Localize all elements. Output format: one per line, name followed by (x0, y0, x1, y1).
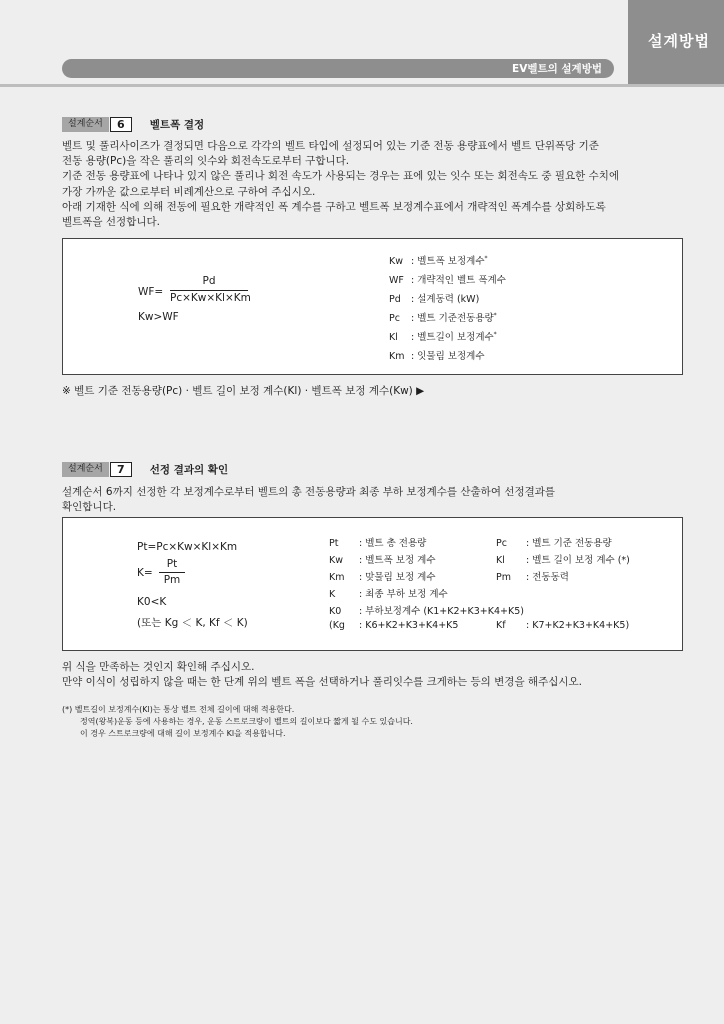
legend-symbol: Kw (329, 555, 343, 566)
k-denominator: Pm (163, 574, 181, 586)
step7-heading (62, 462, 228, 477)
paragraph-line: 확인합니다. (62, 501, 117, 514)
legend-item: K : 최종 부하 보정 계수 (329, 589, 448, 600)
paragraph-line: 만약 이식이 성립하지 않을 때는 한 단계 위의 벨트 폭을 선택하거나 풀리잇수를 크게하는 등의 변경을 해주십시오. (62, 676, 582, 689)
wf-denominator: Pc×Kw×Kl×Km (170, 292, 251, 304)
legend-item: Pd : 설계동력 (kW) (389, 294, 480, 305)
legend-symbol: Pd (389, 294, 401, 305)
legend-item: Pm : 전동동력 (496, 572, 569, 583)
k-lhs: K= (137, 567, 153, 579)
footnote-line: 정역(왕복)운동 등에 사용하는 경우, 운동 스트로크량이 벨트의 길이보다 짧게 될 수도 있습니다. (80, 717, 413, 726)
wf-lhs: WF= (138, 286, 164, 298)
header-divider (0, 84, 724, 87)
paragraph-line: 가장 가까운 값으로부터 비례계산으로 구하여 주십시오. (62, 185, 316, 198)
paragraph-line: 벨트 및 풀리사이즈가 결정되면 다음으로 각각의 벨트 타입에 설정되어 있는 기준 전동 용량표에서 벨트 단위폭당 기준 (62, 140, 599, 152)
legend-symbol: Pt (329, 538, 339, 549)
legend-symbol: Km (329, 572, 345, 583)
legend-desc: 벨트폭 보정 계수 (365, 555, 436, 566)
fraction-line (159, 572, 185, 573)
paragraph-line: 위 식을 만족하는 것인지 확인해 주십시오. (62, 661, 255, 673)
legend-desc: 전동동력 (532, 572, 569, 583)
legend-symbol: Km (389, 351, 405, 362)
legend-item: Pc : 벨트 기준 전동용량 (496, 538, 612, 549)
step6-note-link[interactable]: ※ 벨트 기준 전동용량(Pc) · 벨트 길이 보정 계수(Kl) · 벨트폭 보정 계수(Kw) ▶ (62, 385, 425, 397)
step7-formula-box (62, 517, 683, 651)
legend-desc: 맞물림 보정 계수 (365, 572, 436, 583)
section-bar (62, 59, 614, 78)
step7-after-text (62, 660, 582, 690)
legend-mark: * (493, 330, 497, 338)
legend-mark: * (484, 254, 488, 262)
wf-numerator: Pd (202, 275, 216, 287)
legend-item: Kf : K7+K2+K3+K4+K5) (496, 620, 630, 631)
step7-legend-right (496, 535, 630, 586)
step-label: 설계순서 (62, 117, 109, 132)
legend-mark: * (493, 311, 497, 319)
step7-paragraph (62, 485, 555, 515)
legend-symbol: Pc (496, 538, 507, 549)
legend-item: Kw : 벨트폭 보정 계수 (329, 555, 436, 566)
chapter-tab (628, 0, 724, 84)
legend-desc: 설계동력 (kW) (417, 294, 480, 305)
step-number: 6 (110, 117, 132, 132)
wf-condition: Kw>WF (138, 311, 179, 323)
legend-desc: 벨트폭 보정계수 (417, 256, 485, 267)
legend-symbol: Kf (496, 620, 506, 631)
paragraph-line: 벨트폭을 선정합니다. (62, 216, 160, 229)
legend-item: Pc : 벨트 기준전동용량* (389, 311, 497, 324)
legend-symbol: Kl (389, 332, 398, 343)
legend-desc: 벨트 기준전동용량 (417, 313, 494, 324)
step6-paragraph (62, 139, 619, 230)
legend-desc: 개략적인 벨트 폭계수 (417, 275, 506, 286)
step6-formula-box (62, 238, 683, 375)
step-label: 설계순서 (62, 462, 109, 477)
paragraph-line: 전동 용량(Pc)을 작은 풀리의 잇수와 회전속도로부터 구합니다. (62, 155, 350, 168)
section-title: EV벨트의 설계방법 (512, 63, 602, 75)
step-title: 선정 결과의 확인 (149, 464, 229, 476)
legend-symbol: Pc (389, 313, 400, 324)
legend-symbol: WF (389, 275, 404, 286)
step-title: 벨트폭 결정 (149, 119, 205, 131)
legend-symbol: Kw (389, 256, 403, 267)
step6-heading (62, 117, 204, 132)
legend-desc: 벨트 총 전용량 (365, 538, 427, 549)
step6-legend (389, 253, 506, 367)
k-condition-alt: (또는 Kg ＜ K, Kf ＜ K) (137, 617, 248, 629)
step7-legend-left (329, 535, 524, 637)
legend-desc: 잇물림 보정계수 (417, 351, 485, 362)
legend-desc: K6+K2+K3+K4+K5 (365, 620, 459, 631)
legend-desc: 벨트 기준 전동용량 (532, 538, 612, 549)
legend-desc: 부하보정계수 (K1+K2+K3+K4+K5) (365, 606, 524, 617)
legend-desc: 최종 부하 보정 계수 (365, 589, 448, 600)
pt-formula: Pt=Pc×Kw×Kl×Km (137, 541, 238, 553)
legend-symbol: Kl (496, 555, 505, 566)
legend-item: K0 : 부하보정계수 (K1+K2+K3+K4+K5) (329, 606, 524, 617)
legend-desc: K7+K2+K3+K4+K5) (532, 620, 630, 631)
paragraph-line: 아래 기재한 식에 의해 전동에 필요한 개략적인 폭 계수를 구하고 벨트폭 보정계수표에서 개략적인 폭계수를 상회하도록 (62, 200, 606, 213)
legend-desc: 벨트길이 보정계수 (417, 332, 494, 343)
legend-symbol: Pm (496, 572, 511, 583)
paragraph-line: 기준 전동 용량표에 나타나 있지 않은 풀리나 회전 속도가 사용되는 경우는 표에 있는 잇수 또는 회전속도 중 필요한 수치에 (62, 170, 620, 183)
legend-symbol: K (329, 589, 336, 600)
legend-item: Km : 잇물림 보정계수 (389, 351, 485, 362)
footnote-line: 이 경우 스트로크량에 대해 길이 보정계수 Kl을 적용합니다. (80, 729, 286, 738)
legend-item: Kl : 벨트 길이 보정 계수 (*) (496, 555, 630, 566)
fraction-line (170, 290, 248, 291)
step-number: 7 (110, 462, 132, 477)
legend-symbol: K0 (329, 606, 342, 617)
k-numerator: Pt (166, 558, 178, 570)
legend-item: Km : 맞물림 보정 계수 (329, 572, 436, 583)
k-condition: K0<K (137, 596, 167, 608)
chapter-title: 설계방법 (648, 32, 710, 50)
legend-item: Kw : 벨트폭 보정계수* (389, 254, 488, 267)
footnote-line: (*) 벨트길이 보정계수(Kl)는 통상 벨트 전체 길이에 대해 적용한다. (62, 705, 295, 714)
legend-item: Pt : 벨트 총 전용량 (329, 538, 427, 549)
footnote (62, 704, 413, 740)
legend-symbol: (Kg (329, 620, 345, 631)
legend-desc: 벨트 길이 보정 계수 (*) (532, 555, 630, 566)
legend-item: WF : 개략적인 벨트 폭계수 (389, 275, 506, 286)
legend-item: Kl : 벨트길이 보정계수* (389, 330, 497, 343)
legend-item: (Kg : K6+K2+K3+K4+K5 (329, 620, 459, 631)
paragraph-line: 설계순서 6까지 선정한 각 보정계수로부터 벨트의 총 전동용량과 최종 부하 보정계수를 산출하여 선정결과를 (62, 486, 556, 498)
